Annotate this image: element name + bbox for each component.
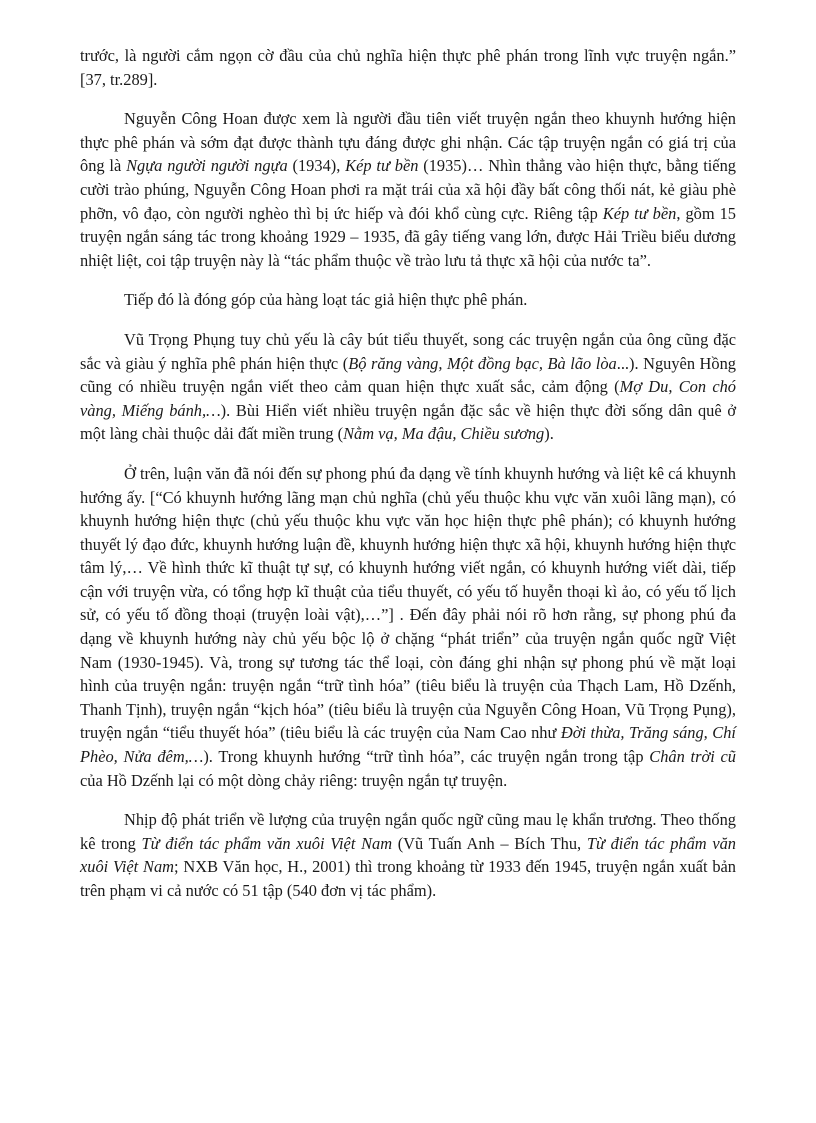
text-segment: Ở trên, luận văn đã nói đến sự phong phú đa dạng về tính khuynh hướng và liệt kê cá khuynh hướng ấy. [“Có khuynh hướng lãng mạn chủ nghĩa (chủ yếu thuộc khu vực văn xuôi lãng mạn), có khuynh hướng hiện thực (chủ yếu thuộc khu vực văn học hiện thực phê phán); có khuynh hướng thuyết lý đạo đức, khuynh hướng luận đề, khuynh hướng hiện thực xã hội, khuynh hướng hiện thực tâm lý,… Về hình thức kĩ thuật tự sự, có khuynh hướng viết ngắn, có khuynh hướng viết dài, tiếp cận với truyện vừa, có tổng hợp kĩ thuật của tiểu thuyết, có yếu tố huyễn thoại kì ảo, có yếu tố lịch sử, có yếu tố đồng thoại (truyện loài vật),…”] . Đến đây phải nói rõ hơn rằng, sự phong phú đa dạng về khuynh hướng này chủ yếu bộc lộ ở chặng “phát triển” của truyện ngắn quốc ngữ Việt Nam (1930-1945). Và, trong sự tương tác thể loại, còn đáng ghi nhận sự phong phú về mặt loại hình của truyện ngắn: truyện ngắn “trữ tình hóa” (tiêu biểu là truyện của Thạch Lam, Hồ Dzếnh, Thanh Tịnh), truyện ngắn “kịch hóa” (tiêu biểu là truyện của Nguyễn Công Hoan, Vũ Trọng Pụng), truyện ngắn “tiểu thuyết hóa” (tiêu biểu là các truyện của Nam Cao như (80, 463, 736, 743)
work-title: Đời thừa, Trăng sáng, Chí Phèo, Nửa đêm,… (80, 723, 736, 767)
text-segment: (Vũ Tuấn Anh – Bích Thu, (392, 833, 587, 853)
text-segment: ). (544, 424, 554, 444)
work-title: Bộ răng vàng, Một đồng bạc, Bà lão lòa (348, 353, 617, 373)
paragraph-2 (80, 107, 736, 272)
text-segment: , gồm 15 truyện ngắn sáng tác trong khoảng 1929 – 1935, đã gây tiếng vang lớn, được Hải Triều biểu dương nhiệt liệt, coi tập truyện này là “tác phẩm thuộc về trào lưu tả thực xã hội của nước ta”. (80, 203, 736, 270)
document-page (80, 44, 736, 919)
work-title: Nằm vạ, Ma đậu, Chiều sương (343, 424, 545, 444)
work-title: Ngựa người người ngựa (126, 156, 288, 176)
work-title: Kép tư bền (602, 203, 677, 223)
text-segment: Vũ Trọng Phụng tuy chủ yếu là cây bút tiểu thuyết, song các truyện ngắn của ông cũng đặc sắc và giàu ý nghĩa phê phán hiện thực ( (80, 329, 736, 373)
paragraph-1 (80, 44, 736, 91)
work-title: Từ điển tác phẩm văn xuôi Việt Nam (80, 833, 736, 877)
text-segment: (1934), (287, 156, 346, 176)
work-title: Mợ Du, Con chó vàng, Miếng bánh,… (80, 377, 736, 420)
paragraph-4 (80, 328, 736, 446)
work-title: Kép tư bền (345, 156, 419, 176)
text-segment: trước, là người cắm ngọn cờ đầu của chủ nghĩa hiện thực phê phán trong lĩnh vực truyện ngắn.” [37, tr.289]. (80, 46, 736, 89)
text-segment: Nhịp độ phát triển về lượng của truyện ngắn quốc ngữ cũng mau lẹ khẩn trương. Theo thống kê trong (80, 810, 736, 853)
text-segment: của Hồ Dzếnh lại có một dòng chảy riêng: truyện ngắn tự truyện. (80, 770, 508, 790)
work-title: Chân trời cũ (649, 747, 736, 767)
paragraph-6 (80, 808, 736, 902)
text-segment: ). Trong khuynh hướng “trữ tình hóa”, các truyện ngắn trong tập (203, 747, 650, 767)
text-segment: Tiếp đó là đóng góp của hàng loạt tác giả hiện thực phê phán. (124, 290, 528, 310)
paragraph-5 (80, 462, 736, 792)
work-title: Từ điển tác phẩm văn xuôi Việt Nam (141, 833, 393, 853)
text-segment: Nguyễn Công Hoan được xem là người đầu tiên viết truyện ngắn theo khuynh hướng hiện thực phê phán và sớm đạt được thành tựu đáng được ghi nhận. Các tập truyện ngắn có giá trị của ông là (80, 109, 736, 176)
text-segment: (1935)… Nhìn thẳng vào hiện thực, bằng tiếng cười trào phúng, Nguyễn Công Hoan phơi ra mặt trái của xã hội đầy bất công thối nát, kẻ giàu phè phỡn, vô đạo, còn người nghèo thì bị ức hiếp và đói khổ cùng cực. Riêng tập (80, 156, 736, 223)
text-segment: ...). Nguyên Hồng cũng có nhiều truyện ngắn viết theo cảm quan hiện thực xuất sắc, cảm động ( (80, 353, 736, 397)
text-segment: ). Bùi Hiển viết nhiều truyện ngắn đặc sắc về hiện thực đời sống dân quê ở một làng chài thuộc dải đất miền trung ( (80, 400, 737, 444)
text-segment: ; NXB Văn học, H., 2001) thì trong khoảng từ 1933 đến 1945, truyện ngắn xuất bản trên phạm vi cả nước có 51 tập (540 đơn vị tác phẩm). (80, 857, 736, 900)
paragraph-3 (80, 288, 736, 312)
